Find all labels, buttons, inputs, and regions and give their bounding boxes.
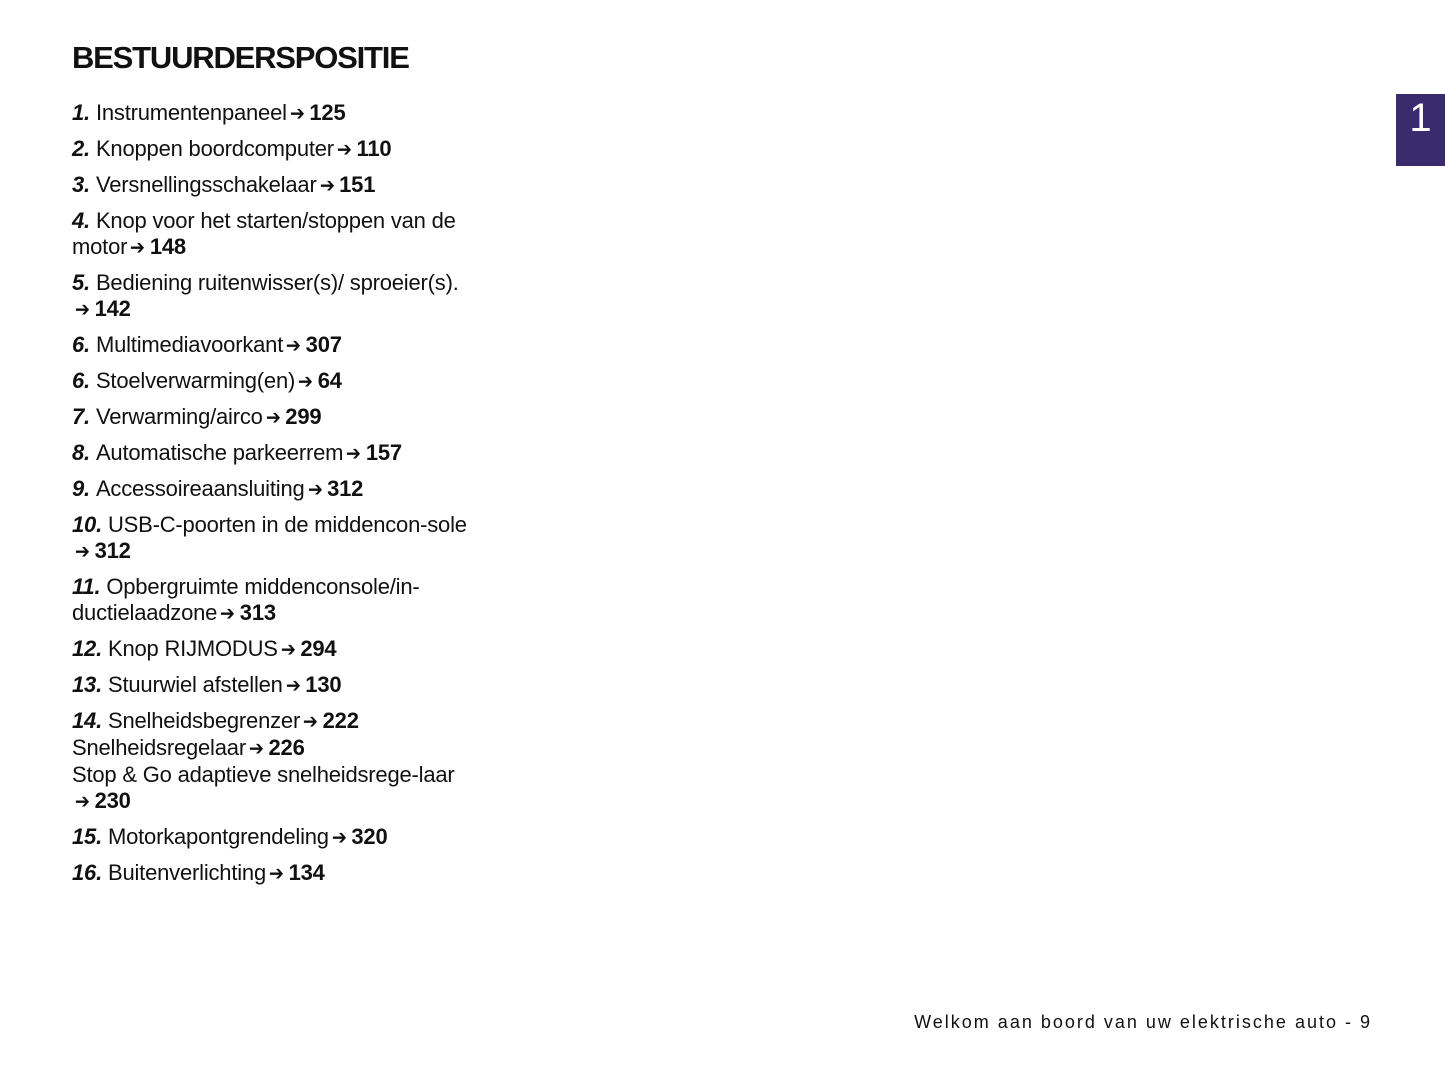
arrow-right-icon: ➔ xyxy=(248,738,264,760)
item-number: 7. xyxy=(72,404,90,429)
item-entry xyxy=(72,574,420,625)
arrow-right-icon: ➔ xyxy=(302,711,318,733)
arrow-right-icon: ➔ xyxy=(268,863,284,885)
list-item xyxy=(72,860,472,887)
item-entry xyxy=(96,404,321,429)
page-reference-link[interactable]: 130 xyxy=(305,672,342,697)
item-label: Knop RIJMODUS xyxy=(107,636,278,661)
list-item xyxy=(72,824,472,851)
list-item xyxy=(72,636,472,663)
item-number: 13. xyxy=(72,672,102,697)
item-label: Stuurwiel afstellen xyxy=(107,672,283,697)
list-item xyxy=(72,476,472,503)
list-item xyxy=(72,100,472,127)
item-entry xyxy=(72,208,456,259)
page-reference-link[interactable]: 64 xyxy=(317,368,342,393)
item-entry xyxy=(72,270,459,321)
item-entry xyxy=(96,440,402,465)
item-entry xyxy=(108,672,341,697)
chapter-tab[interactable]: 1 xyxy=(1396,94,1445,166)
arrow-right-icon: ➔ xyxy=(319,175,335,197)
item-number: 10. xyxy=(72,512,102,537)
item-label: Opbergruimte middenconsole/in-ductielaadzone xyxy=(72,574,420,625)
list-item xyxy=(72,368,472,395)
item-entry xyxy=(96,172,375,197)
page-reference-link[interactable]: 110 xyxy=(356,136,392,161)
item-entry xyxy=(96,476,363,501)
list-item xyxy=(72,440,472,467)
item-label: Verwarming/airco xyxy=(95,404,263,429)
arrow-right-icon: ➔ xyxy=(331,827,347,849)
arrow-right-icon: ➔ xyxy=(285,675,301,697)
list-item xyxy=(72,172,472,199)
arrow-right-icon: ➔ xyxy=(74,541,90,563)
list-item xyxy=(72,404,472,431)
item-number: 6. xyxy=(72,332,90,357)
item-number: 11. xyxy=(72,574,101,599)
page-reference-link[interactable]: 299 xyxy=(285,404,322,429)
page-reference-link[interactable]: 307 xyxy=(305,332,342,357)
page-reference-link[interactable]: 142 xyxy=(94,296,131,321)
page-reference-link[interactable]: 125 xyxy=(309,100,346,125)
page-footer: Welkom aan boord van uw elektrische auto - 9 xyxy=(914,1012,1372,1032)
item-label: Accessoireaansluiting xyxy=(95,476,305,501)
item-number: 6. xyxy=(72,368,90,393)
item-label: Buitenverlichting xyxy=(107,860,267,885)
component-list xyxy=(72,100,472,896)
arrow-right-icon: ➔ xyxy=(336,139,352,161)
item-entry xyxy=(96,136,391,161)
item-number: 2. xyxy=(72,136,90,161)
item-entry xyxy=(108,636,336,661)
item-entry xyxy=(96,332,342,357)
item-label: Stop & Go adaptieve snelheidsrege-laar xyxy=(72,762,455,787)
item-number: 4. xyxy=(72,208,90,233)
arrow-right-icon: ➔ xyxy=(307,479,323,501)
item-label: Snelheidsbegrenzer xyxy=(107,708,301,733)
item-number: 14. xyxy=(72,708,102,733)
item-number: 1. xyxy=(72,100,90,125)
list-item xyxy=(72,672,472,699)
list-item xyxy=(72,270,472,323)
page-reference-link[interactable]: 312 xyxy=(94,538,131,563)
item-number: 3. xyxy=(72,172,90,197)
item-entry xyxy=(108,824,388,849)
page-reference-link[interactable]: 313 xyxy=(239,600,276,625)
list-item xyxy=(72,574,472,627)
list-item xyxy=(72,332,472,359)
item-number: 9. xyxy=(72,476,90,501)
page-reference-link[interactable]: 134 xyxy=(288,860,325,885)
item-number: 15. xyxy=(72,824,102,849)
page-reference-link[interactable]: 230 xyxy=(94,788,131,813)
list-item xyxy=(72,708,472,815)
item-entry xyxy=(108,860,325,885)
page-title: BESTUURDERSPOSITIE xyxy=(72,40,409,75)
arrow-right-icon: ➔ xyxy=(280,639,296,661)
page-reference-link[interactable]: 151 xyxy=(339,172,376,197)
item-label: Snelheidsregelaar xyxy=(72,735,246,760)
page-reference-link[interactable]: 320 xyxy=(351,824,388,849)
item-number: 12. xyxy=(72,636,102,661)
item-label: Stoelverwarming(en) xyxy=(95,368,296,393)
item-entry xyxy=(72,512,467,563)
page-reference-link[interactable]: 157 xyxy=(365,440,402,465)
item-number: 5. xyxy=(72,270,90,295)
page-reference-link[interactable]: 148 xyxy=(149,234,186,259)
item-entry xyxy=(96,100,346,125)
page-reference-link[interactable]: 226 xyxy=(268,735,305,760)
item-label: Versnellingsschakelaar xyxy=(95,172,317,197)
page-reference-link[interactable]: 312 xyxy=(327,476,364,501)
item-label: Knop voor het starten/stoppen van de motor xyxy=(72,208,456,259)
list-item xyxy=(72,208,472,261)
arrow-right-icon: ➔ xyxy=(297,371,313,393)
arrow-right-icon: ➔ xyxy=(265,407,281,429)
item-label: Instrumentenpaneel xyxy=(95,100,287,125)
item-entry xyxy=(96,368,342,393)
arrow-right-icon: ➔ xyxy=(289,103,305,125)
arrow-right-icon: ➔ xyxy=(74,791,90,813)
page-reference-link[interactable]: 294 xyxy=(300,636,337,661)
item-number: 16. xyxy=(72,860,102,885)
item-label: Automatische parkeerrem xyxy=(95,440,344,465)
arrow-right-icon: ➔ xyxy=(346,443,361,465)
arrow-right-icon: ➔ xyxy=(130,237,145,259)
item-label: Multimediavoorkant xyxy=(95,332,284,357)
arrow-right-icon: ➔ xyxy=(74,299,90,321)
item-label: Knoppen boordcomputer xyxy=(95,136,334,161)
item-entry xyxy=(72,735,472,762)
arrow-right-icon: ➔ xyxy=(285,335,301,357)
item-label: Bediening ruitenwisser(s)/ sproeier(s). xyxy=(95,270,459,295)
list-item xyxy=(72,136,472,163)
item-label: USB-C-poorten in de middencon-sole xyxy=(107,512,467,537)
page-reference-link[interactable]: 222 xyxy=(322,708,359,733)
item-label: Motorkapontgrendeling xyxy=(107,824,329,849)
item-entry xyxy=(108,708,359,733)
list-item xyxy=(72,512,472,565)
arrow-right-icon: ➔ xyxy=(220,603,235,625)
item-entry xyxy=(72,762,472,815)
item-number: 8. xyxy=(72,440,90,465)
